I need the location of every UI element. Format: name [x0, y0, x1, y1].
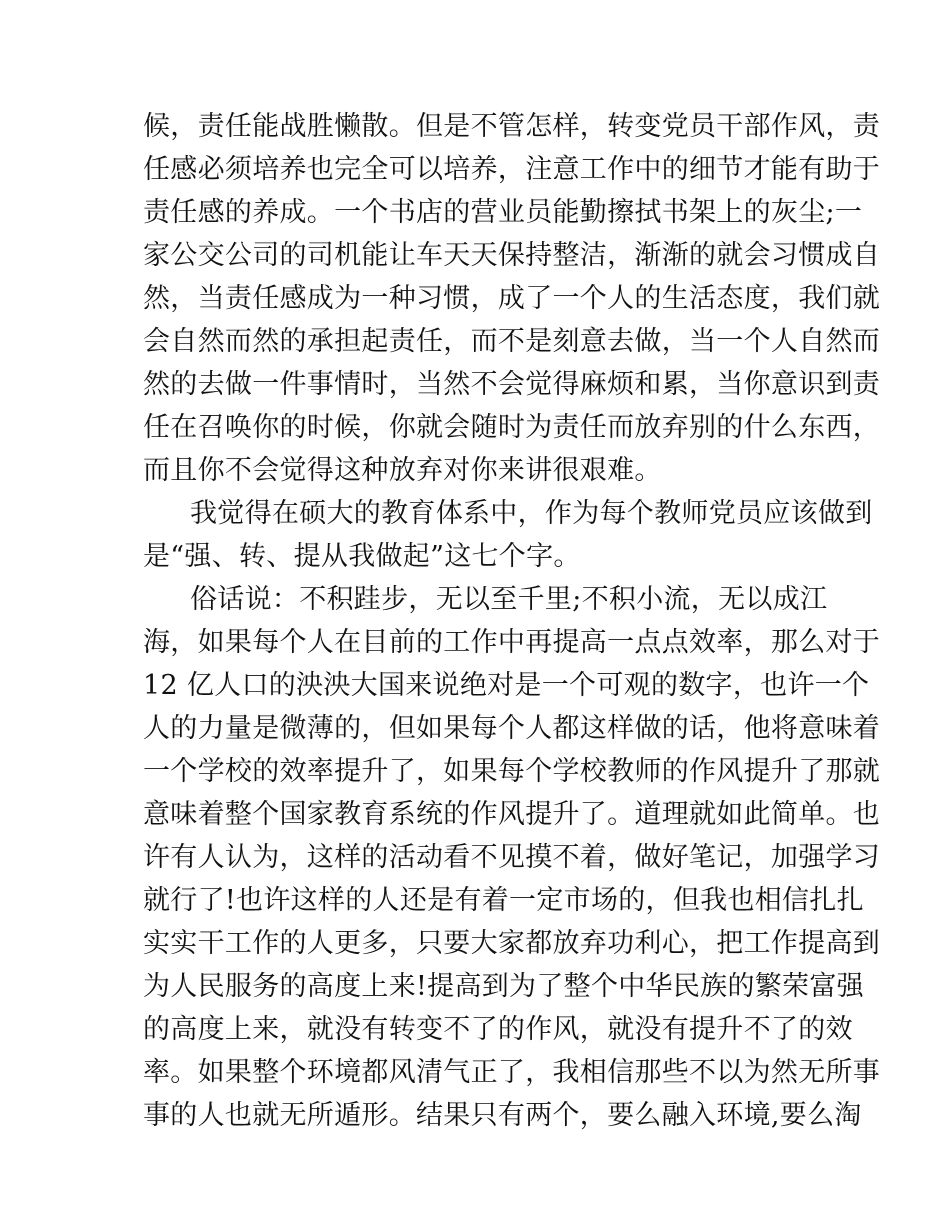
text-line: 许有人认为，这样的活动看不见摸不着，做好笔记，加强学习: [143, 842, 881, 873]
text-line: 而且你不会觉得这种放弃对你来讲很艰难。: [143, 455, 662, 486]
text-line: 任感必须培养也完全可以培养，注意工作中的细节才能有助于: [143, 154, 881, 185]
text-line: 我觉得在硕大的教育体系中，作为每个教师党员应该做到: [190, 498, 873, 529]
text-line: 率。如果整个环境都风清气正了，我相信那些不以为然无所事: [143, 1057, 881, 1088]
text-line: 海，如果每个人在目前的工作中再提高一点点效率，那么对于: [143, 627, 881, 658]
text-line: 责任感的养成。一个书店的营业员能勤擦拭书架上的灰尘;一: [143, 197, 863, 228]
text-line: 然，当责任感成为一种习惯，成了一个人的生活态度，我们就: [143, 283, 881, 314]
text-line: 是“强、转、提从我做起”这七个字。: [143, 541, 581, 572]
text-line: 实实干工作的人更多，只要大家都放弃功利心，把工作提高到: [143, 928, 881, 959]
text-line: 俗话说：不积跬步，无以至千里;不积小流，无以成江: [190, 584, 828, 615]
text-line: 任在召唤你的时候，你就会随时为责任而放弃别的什么东西，: [143, 412, 881, 443]
text-line: 候，责任能战胜懒散。但是不管怎样，转变党员干部作风，责: [143, 111, 881, 142]
text-line: 然的去做一件事情时，当然不会觉得麻烦和累，当你意识到责: [143, 369, 881, 400]
text-line: 意味着整个国家教育系统的作风提升了。道理就如此简单。也: [143, 799, 881, 830]
text-line: 就行了!也许这样的人还是有着一定市场的，但我也相信扎扎: [143, 885, 864, 916]
text-line: 家公交公司的司机能让车天天保持整洁，渐渐的就会习惯成自: [143, 240, 881, 271]
text-line: 的高度上来，就没有转变不了的作风，就没有提升不了的效: [143, 1014, 853, 1045]
text-line: 12 亿人口的泱泱大国来说绝对是一个可观的数字，也许一个: [143, 670, 870, 701]
text-line: 会自然而然的承担起责任，而不是刻意去做，当一个人自然而: [143, 326, 881, 357]
text-line: 一个学校的效率提升了，如果每个学校教师的作风提升了那就: [143, 756, 881, 787]
text-line: 事的人也就无所遁形。结果只有两个，要么融入环境,要么淘: [143, 1100, 862, 1131]
text-line: 为人民服务的高度上来!提高到为了整个中华民族的繁荣富强: [143, 971, 864, 1002]
text-line: 人的力量是微薄的，但如果每个人都这样做的话，他将意味着: [143, 713, 881, 744]
